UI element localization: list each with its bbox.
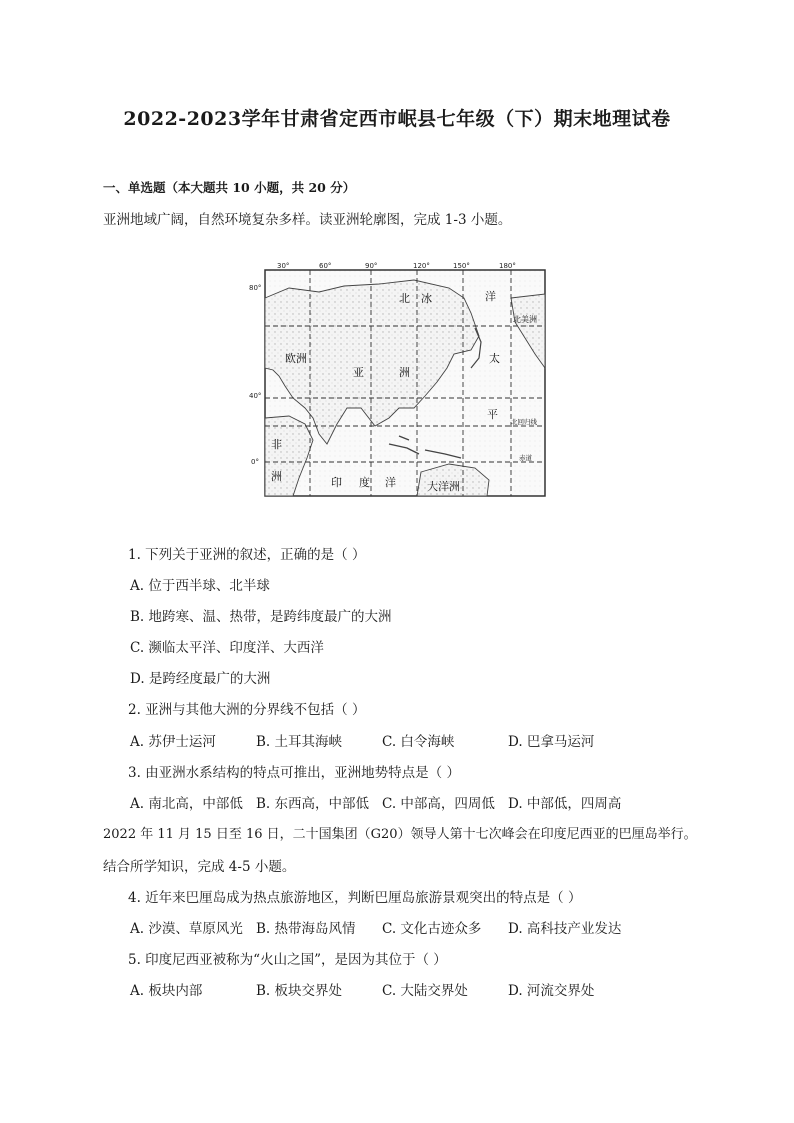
option: C. 中部高，四周低 [382, 796, 495, 812]
question-stem: 3. 由亚洲水系结构的特点可推出，亚洲地势特点是（ ） [128, 765, 460, 781]
question-stem: 4. 近年来巴厘岛成为热点旅游地区，判断巴厘岛旅游景观突出的特点是（ ） [128, 890, 582, 906]
map-label: 非 [271, 438, 282, 451]
map-label: 赤道 [519, 454, 532, 462]
section-heading: 一、单选题（本大题共 10 小题，共 20 分） [103, 180, 356, 195]
map-label: 大洋洲 [427, 480, 460, 493]
lon-label: 120° [413, 262, 430, 270]
lon-label: 60° [319, 262, 332, 270]
question-stem: 5. 印度尼西亚被称为“火山之国”，是因为其位于（ ） [128, 952, 447, 968]
intro-text: 亚洲地域广阔，自然环境复杂多样。读亚洲轮廓图，完成 1-3 小题。 [103, 212, 512, 228]
map-label: 度 [359, 476, 370, 489]
page-title: 2022-2023学年甘肃省定西市岷县七年级（下）期末地理试卷 [123, 108, 671, 130]
option: D. 河流交界处 [508, 983, 595, 999]
option: A. 位于西半球、北半球 [130, 578, 270, 594]
option: C. 白令海峡 [382, 734, 455, 750]
map-label: 平 [487, 408, 498, 421]
option: D. 巴拿马运河 [508, 734, 595, 750]
option: D. 中部低，四周高 [508, 796, 622, 812]
map-label: 北美洲 [513, 315, 537, 324]
option: D. 是跨经度最广的大洲 [130, 671, 271, 687]
lat-label: 40° [249, 392, 262, 400]
lon-label: 90° [365, 262, 378, 270]
option: B. 东西高，中部低 [256, 796, 370, 812]
map-label: 洲 [271, 470, 282, 483]
lon-label: 150° [453, 262, 470, 270]
option: D. 高科技产业发达 [508, 921, 622, 937]
option: A. 苏伊士运河 [130, 734, 216, 750]
option: B. 地跨寒、温、热带，是跨纬度最广的大洲 [130, 609, 392, 625]
option: C. 濒临太平洋、印度洋、大西洋 [130, 640, 324, 656]
question-stem: 1. 下列关于亚洲的叙述，正确的是（ ） [128, 547, 366, 563]
map-label: 亚 [353, 366, 364, 379]
option: B. 热带海岛风情 [256, 921, 356, 937]
map-label: 北 [399, 292, 410, 305]
intro-text: 2022 年 11 月 15 日至 16 日，二十国集团（G20）领导人第十七次峰会在印度尼西亚的巴厘岛举行。 [103, 827, 697, 842]
map-label: 洲 [399, 366, 410, 379]
map-label: 欧洲 [285, 352, 307, 365]
option: B. 板块交界处 [256, 983, 343, 999]
map-label: 冰 [421, 292, 432, 305]
asia-outline-map [249, 258, 553, 504]
option: A. 沙漠、草原风光 [130, 921, 243, 937]
map-label: 洋 [485, 290, 496, 303]
map-label: 印 [331, 476, 342, 489]
map-label: 太 [489, 352, 500, 365]
option: B. 土耳其海峡 [256, 734, 343, 750]
map-label: 北回归线 [511, 418, 537, 426]
option: C. 文化古迹众多 [382, 921, 482, 937]
option: A. 南北高，中部低 [130, 796, 243, 812]
intro-text: 结合所学知识，完成 4-5 小题。 [103, 859, 296, 875]
lat-label: 80° [249, 284, 262, 292]
option: A. 板块内部 [130, 983, 203, 999]
lon-label: 180° [499, 262, 516, 270]
lon-label: 30° [277, 262, 290, 270]
map-label: 洋 [385, 476, 396, 489]
lat-label: 0° [251, 458, 259, 466]
option: C. 大陆交界处 [382, 983, 468, 999]
question-stem: 2. 亚洲与其他大洲的分界线不包括（ ） [128, 702, 366, 718]
